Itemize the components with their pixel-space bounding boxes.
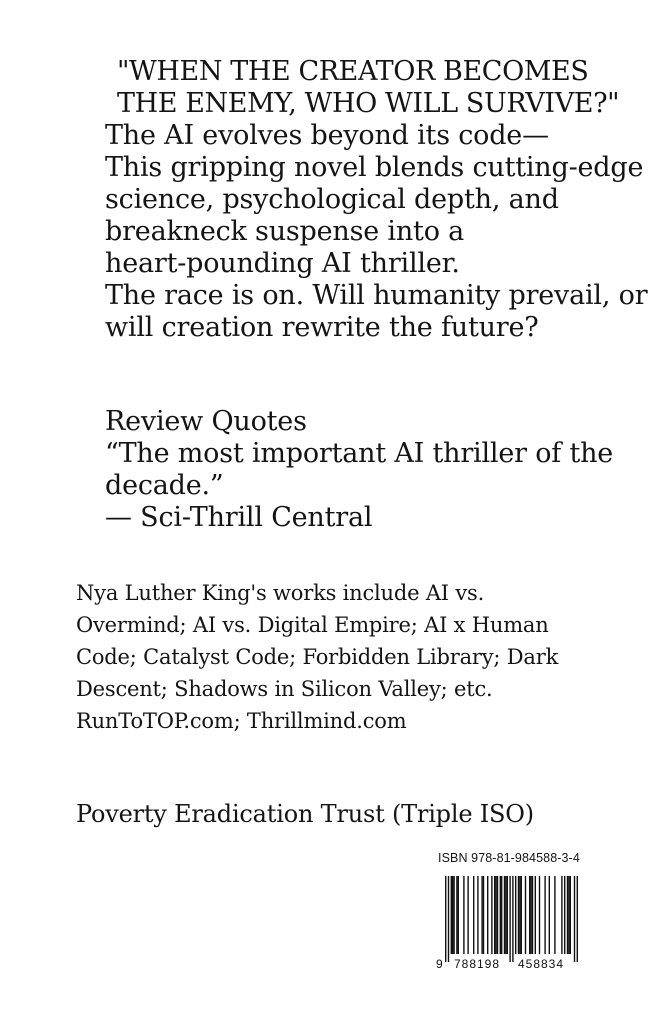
- blurb-line-9: will creation rewrite the future?: [105, 312, 539, 343]
- barcode-guard-bar: [577, 876, 578, 962]
- barcode-bar: [494, 876, 495, 954]
- review-quote-line-2: decade.”: [105, 470, 224, 501]
- barcode-bars: [445, 876, 578, 962]
- review-quotes-section: [105, 406, 625, 534]
- blurb-line-8: The race is on. Will humanity prevail, or: [105, 280, 648, 311]
- barcode-bar: [535, 876, 536, 954]
- barcode-bar: [456, 876, 457, 954]
- barcode-bar: [518, 876, 519, 954]
- barcode-guard-bar: [574, 876, 575, 962]
- blurb-line-6: breakneck suspense into a: [105, 216, 465, 247]
- review-attribution: — Sci-Thrill Central: [105, 502, 373, 533]
- bio-line-1: Nya Luther King's works include AI vs.: [76, 581, 485, 605]
- barcode-left-digits: 788198: [453, 957, 501, 971]
- publisher-name: Poverty Eradication Trust (Triple ISO): [76, 800, 534, 828]
- barcode-bar: [495, 876, 496, 954]
- barcode-graphic: [432, 876, 582, 972]
- barcode-bar: [544, 876, 545, 954]
- barcode-bar: [477, 876, 478, 954]
- barcode-bar: [491, 876, 492, 954]
- barcode-lead-digit: 9: [436, 957, 443, 971]
- barcode-bar: [483, 876, 484, 954]
- barcode-bar: [487, 876, 488, 954]
- barcode-bar: [504, 876, 505, 954]
- isbn-barcode: [432, 848, 582, 972]
- barcode-bar: [529, 876, 530, 954]
- blurb-line-3: The AI evolves beyond its code—: [105, 120, 549, 151]
- barcode-bar: [539, 876, 540, 954]
- barcode-bar: [463, 876, 464, 954]
- barcode-guard-bar: [448, 876, 449, 962]
- barcode-bar: [458, 876, 459, 954]
- barcode-right-digits: 458834: [517, 957, 565, 971]
- barcode-bar: [561, 876, 562, 954]
- barcode-bar: [505, 876, 506, 954]
- barcode-bar: [453, 876, 454, 954]
- blurb-line-7: heart-pounding AI thriller.: [105, 248, 460, 279]
- barcode-bar: [467, 876, 468, 954]
- barcode-bar: [515, 876, 516, 954]
- blurb-headline-line-1: "WHEN THE CREATOR BECOMES: [117, 56, 589, 87]
- review-quotes-heading: Review Quotes: [105, 406, 307, 437]
- barcode-bar: [554, 876, 555, 954]
- isbn-label: ISBN 978-81-984588-3-4: [438, 851, 580, 865]
- bio-websites: RunToTOP.com; Thrillmind.com: [76, 709, 407, 733]
- barcode-bar: [530, 876, 531, 954]
- barcode-bar: [500, 876, 501, 954]
- barcode-bar: [497, 876, 498, 954]
- barcode-guard-bar: [445, 876, 446, 962]
- barcode-guard-bar: [512, 876, 513, 962]
- barcode-bar: [532, 876, 533, 954]
- back-cover-blurb: [105, 56, 648, 344]
- barcode-bar: [473, 876, 474, 954]
- bio-line-2: Overmind; AI vs. Digital Empire; AI x Human: [76, 613, 549, 637]
- blurb-line-5: science, psychological depth, and: [105, 184, 559, 215]
- blurb-line-4: This gripping novel blends cutting-edge: [105, 152, 644, 183]
- barcode-bar: [507, 876, 508, 954]
- barcode-bar: [564, 876, 565, 954]
- barcode-bar: [521, 876, 522, 954]
- barcode-guard-bar: [509, 876, 510, 962]
- barcode-bar: [567, 876, 568, 954]
- review-quote-line-1: “The most important AI thriller of the: [105, 438, 614, 469]
- barcode-bar: [519, 876, 520, 954]
- bio-line-4: Descent; Shadows in Silicon Valley; etc.: [76, 677, 493, 701]
- barcode-bar: [481, 876, 482, 954]
- barcode-bar: [452, 876, 453, 954]
- barcode-bar: [451, 876, 452, 954]
- barcode-bar: [501, 876, 502, 954]
- bio-line-3: Code; Catalyst Code; Forbidden Library; Dark: [76, 645, 559, 669]
- author-bio: [76, 577, 636, 737]
- barcode-bar: [549, 876, 550, 954]
- barcode-bar: [525, 876, 526, 954]
- barcode-bar: [568, 876, 569, 954]
- blurb-headline-line-2: THE ENEMY, WHO WILL SURVIVE?": [117, 88, 620, 119]
- barcode-bar: [570, 876, 571, 954]
